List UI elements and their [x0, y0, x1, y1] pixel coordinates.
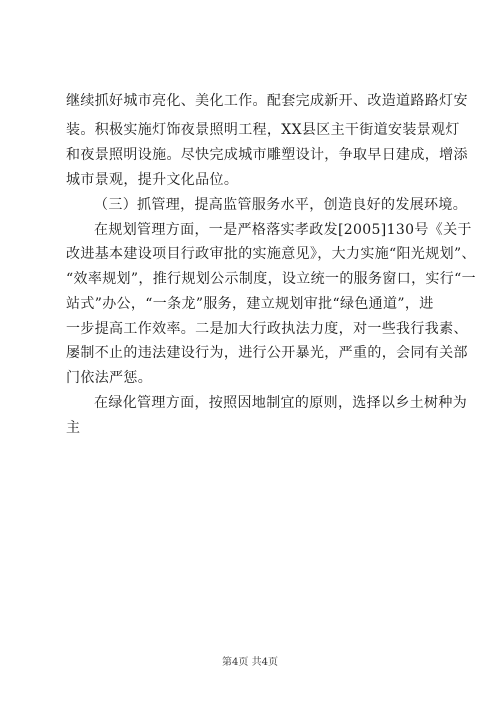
body-text-line: 站式”办公，“一条龙”服务，建立规划审批“绿色通道”，进 [66, 296, 434, 312]
body-text-line: 在规划管理方面，一是严格落实孝政发[2005]130号《关于 [94, 222, 472, 238]
body-text-line: 和夜景照明设施。尽快完成城市雕塑设计，争取早日建成，增添 [66, 147, 468, 163]
body-text-line: 改进基本建设项目行政审批的实施意见》，大力实施“阳光规划”、 [66, 246, 476, 262]
body-text-line: “效率规划”，推行规划公示制度，设立统一的服务窗口，实行“一 [66, 271, 476, 287]
body-text-line: 屡制不止的违法建设行为，进行公开暴光，严重的，会同有关部 [66, 345, 468, 361]
body-text-line: 城市景观，提升文化品位。 [66, 172, 239, 188]
body-text-line: 门依法严惩。 [66, 370, 153, 386]
body-text-line: 主 [66, 420, 81, 436]
body-text-line: 在绿化管理方面，按照因地制宜的原则，选择以乡土树种为 [94, 395, 468, 411]
body-text-line: 一步提高工作效率。二是加大行政执法力度，对一些我行我素、 [66, 321, 468, 337]
page-number-footer: 第4页 共4页 [222, 657, 278, 668]
section-heading: （三）抓管理，提高监管服务水平，创造良好的发展环境。 [94, 197, 468, 213]
body-text-line: 继续抓好城市亮化、美化工作。配套完成新开、改造道路路灯安 [66, 93, 468, 109]
body-text-line: 装。积极实施灯饰夜景照明工程，XX县区主干街道安装景观灯 [66, 122, 460, 138]
